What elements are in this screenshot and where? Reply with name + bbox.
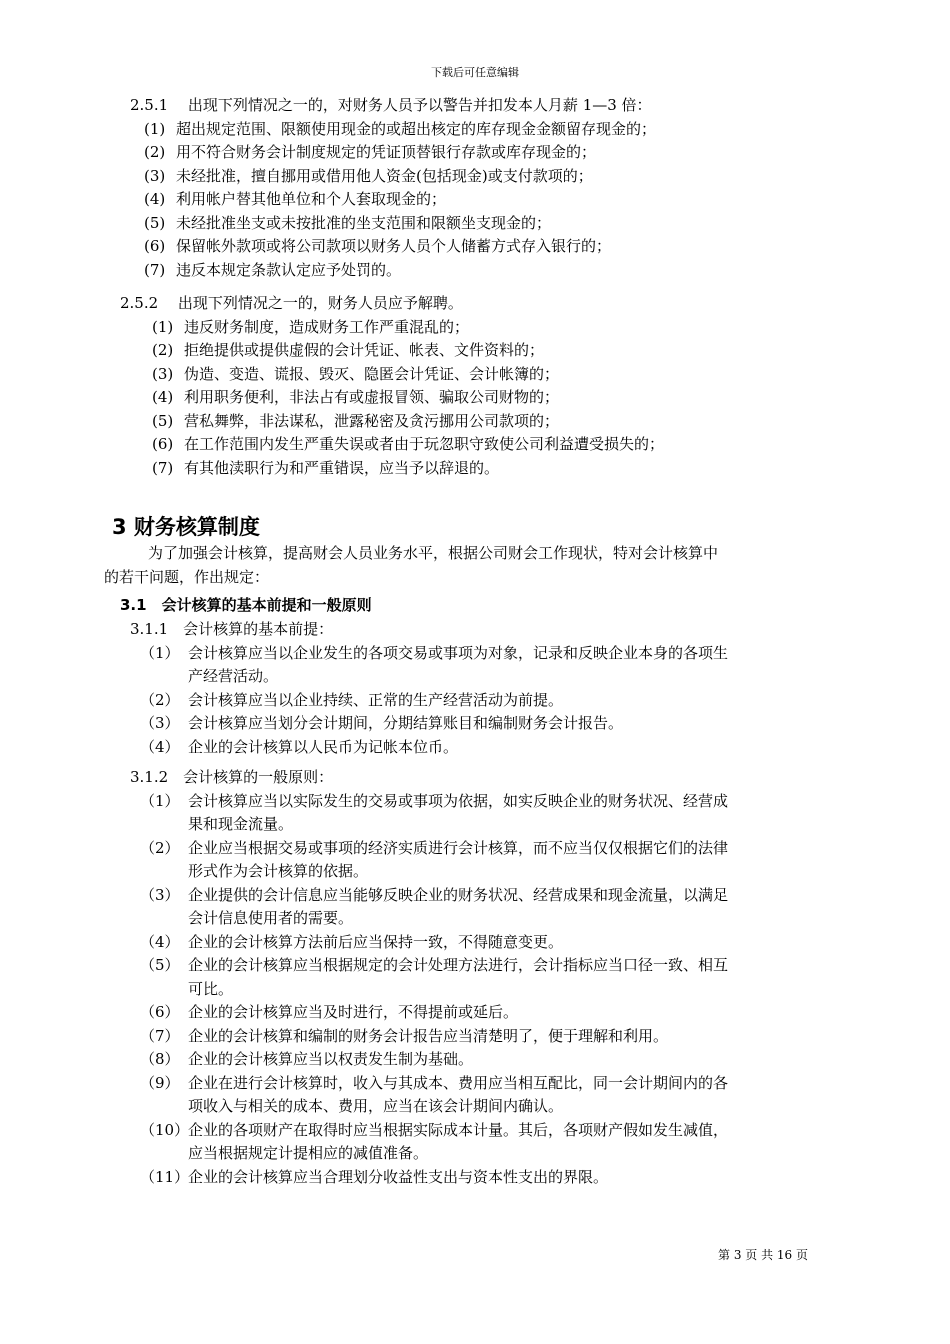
section-3-intro-line-1: 为了加强会计核算，提高财会人员业务水平，根据公司财会工作现状，特对会计核算中 — [148, 544, 719, 562]
list-item-2-5-1-5-number: (5) — [144, 213, 166, 232]
list-item-3-1-1-1-number: （1） — [140, 643, 180, 662]
list-item-3-1-2-4-number: （4） — [140, 932, 180, 951]
list-item-3-1-1-3-text: 会计核算应当划分会计期间，分期结算账目和编制财务会计报告。 — [188, 714, 624, 732]
list-item-3-1-2-5-number: （5） — [140, 956, 180, 974]
list-item-2-5-2-1-text: 违反财务制度，造成财务工作严重混乱的； — [184, 317, 470, 336]
list-item-2-5-2-4-text: 利用职务便利，非法占有或虚报冒领、骗取公司财物的； — [184, 388, 560, 406]
list-item-2-5-1-1-number: (1) — [144, 119, 166, 138]
list-item-2-5-1-7-text: 违反本规定条款认定应予处罚的。 — [176, 260, 402, 279]
section-2-5-1-heading: 2.5.1 出现下列情况之一的，对财务人员予以警告并扣发本人月薪 1—3 倍： — [130, 96, 652, 114]
list-item-3-1-2-10-number: （10） — [140, 1120, 190, 1139]
list-item-2-5-1-6-text: 保留帐外款项或将公司款项以财务人员个人储蓄方式存入银行的； — [176, 237, 612, 255]
list-item-3-1-2-7-text: 企业的会计核算和编制的财务会计报告应当清楚明了，便于理解和利用。 — [188, 1026, 669, 1045]
list-item-3-1-1-4-text: 企业的会计核算以人民币为记帐本位币。 — [188, 737, 459, 756]
list-item-3-1-2-3-text: 企业提供的会计信息应当能够反映企业的财务状况、经营成果和现金流量，以满足 — [188, 885, 729, 904]
list-item-2-5-2-2-number: (2) — [152, 341, 174, 359]
list-item-2-5-1-1-text: 超出规定范围、限额使用现金的或超出核定的库存现金金额留存现金的； — [176, 119, 657, 138]
list-item-3-1-1-1-continuation: 产经营活动。 — [188, 667, 279, 685]
list-item-2-5-2-6-number: (6) — [152, 435, 174, 453]
page-header: 下载后可任意编辑 — [431, 66, 519, 79]
list-item-2-5-2-5-text: 营私舞弊，非法谋私，泄露秘密及贪污挪用公司款项的； — [184, 411, 560, 430]
list-item-3-1-2-4-text: 企业的会计核算方法前后应当保持一致，不得随意变更。 — [188, 932, 564, 951]
list-item-3-1-2-3-continuation: 会计信息使用者的需要。 — [188, 909, 354, 927]
list-item-3-1-2-1-continuation: 果和现金流量。 — [188, 815, 294, 833]
list-item-3-1-2-6-number: （6） — [140, 1003, 180, 1021]
list-item-2-5-1-4-number: (4) — [144, 190, 166, 208]
list-item-2-5-1-2-text: 用不符合财务会计制度规定的凭证顶替银行存款或库存现金的； — [176, 143, 597, 161]
list-item-2-5-1-5-text: 未经批准坐支或未按批准的坐支范围和限额坐支现金的； — [176, 213, 552, 232]
list-item-3-1-1-1-text: 会计核算应当以企业发生的各项交易或事项为对象，记录和反映企业本身的各项生 — [188, 643, 729, 662]
section-3-title: 3 财务核算制度 — [112, 515, 260, 539]
section-3-intro-line-2: 的若干问题，作出规定： — [104, 568, 270, 586]
list-item-3-1-2-8-text: 企业的会计核算应当以权责发生制为基础。 — [188, 1050, 474, 1068]
section-3-1-2-heading: 3.1.2 会计核算的一般原则： — [130, 768, 334, 786]
list-item-2-5-1-6-number: (6) — [144, 237, 166, 255]
list-item-2-5-1-3-text: 未经批准，擅自挪用或借用他人资金(包括现金)或支付款项的； — [176, 166, 593, 185]
list-item-3-1-2-9-continuation: 项收入与相关的成本、费用，应当在该会计期间内确认。 — [188, 1097, 564, 1115]
list-item-3-1-2-8-number: （8） — [140, 1050, 180, 1068]
list-item-3-1-1-2-text: 会计核算应当以企业持续、正常的生产经营活动为前提。 — [188, 690, 564, 709]
list-item-2-5-1-3-number: (3) — [144, 166, 166, 185]
list-item-3-1-2-1-text: 会计核算应当以实际发生的交易或事项为依据，如实反映企业的财务状况、经营成 — [188, 791, 729, 810]
list-item-3-1-2-5-text: 企业的会计核算应当根据规定的会计处理方法进行，会计指标应当口径一致、相互 — [188, 956, 729, 974]
section-3-1-1-heading: 3.1.1 会计核算的基本前提： — [130, 620, 334, 638]
list-item-2-5-1-2-number: (2) — [144, 143, 166, 161]
page-footer: 第 3 页 共 16 页 — [718, 1248, 808, 1262]
section-3-1-title: 3.1 会计核算的基本前提和一般原则 — [120, 596, 372, 614]
list-item-2-5-2-2-text: 拒绝提供或提供虚假的会计凭证、帐表、文件资料的； — [184, 341, 545, 359]
list-item-3-1-2-1-number: （1） — [140, 791, 180, 810]
list-item-2-5-2-5-number: (5) — [152, 411, 174, 430]
list-item-3-1-2-11-text: 企业的会计核算应当合理划分收益性支出与资本性支出的界限。 — [188, 1167, 609, 1186]
list-item-3-1-2-7-number: （7） — [140, 1026, 180, 1045]
list-item-2-5-1-7-number: (7) — [144, 260, 166, 279]
list-item-3-1-2-2-text: 企业应当根据交易或事项的经济实质进行会计核算，而不应当仅仅根据它们的法律 — [188, 838, 729, 857]
list-item-3-1-2-2-number: （2） — [140, 838, 180, 857]
list-item-3-1-2-10-continuation: 应当根据规定计提相应的减值准备。 — [188, 1144, 429, 1162]
list-item-3-1-2-3-number: （3） — [140, 885, 180, 904]
list-item-2-5-2-1-number: (1) — [152, 317, 174, 336]
list-item-3-1-2-6-text: 企业的会计核算应当及时进行，不得提前或延后。 — [188, 1003, 519, 1021]
section-2-5-2-heading: 2.5.2 出现下列情况之一的，财务人员应予解聘。 — [120, 294, 463, 312]
list-item-3-1-2-9-text: 企业在进行会计核算时，收入与其成本、费用应当相互配比，同一会计期间内的各 — [188, 1073, 729, 1092]
list-item-3-1-2-9-number: （9） — [140, 1073, 180, 1092]
list-item-3-1-1-3-number: （3） — [140, 714, 180, 732]
list-item-3-1-1-2-number: （2） — [140, 690, 180, 709]
list-item-3-1-1-4-number: （4） — [140, 737, 180, 756]
list-item-2-5-2-7-text: 有其他渎职行为和严重错误，应当予以辞退的。 — [184, 458, 500, 477]
list-item-2-5-2-4-number: (4) — [152, 388, 174, 406]
list-item-3-1-2-10-text: 企业的各项财产在取得时应当根据实际成本计量。其后，各项财产假如发生减值， — [188, 1120, 729, 1139]
list-item-2-5-2-3-text: 伪造、变造、谎报、毁灭、隐匿会计凭证、会计帐簿的； — [184, 364, 560, 383]
list-item-3-1-2-2-continuation: 形式作为会计核算的依据。 — [188, 862, 369, 880]
list-item-2-5-1-4-text: 利用帐户替其他单位和个人套取现金的； — [176, 190, 447, 208]
list-item-2-5-2-7-number: (7) — [152, 458, 174, 477]
list-item-2-5-2-6-text: 在工作范围内发生严重失误或者由于玩忽职守致使公司利益遭受损失的； — [184, 435, 665, 453]
list-item-2-5-2-3-number: (3) — [152, 364, 174, 383]
list-item-3-1-2-5-continuation: 可比。 — [188, 979, 234, 998]
list-item-3-1-2-11-number: （11） — [140, 1167, 190, 1186]
